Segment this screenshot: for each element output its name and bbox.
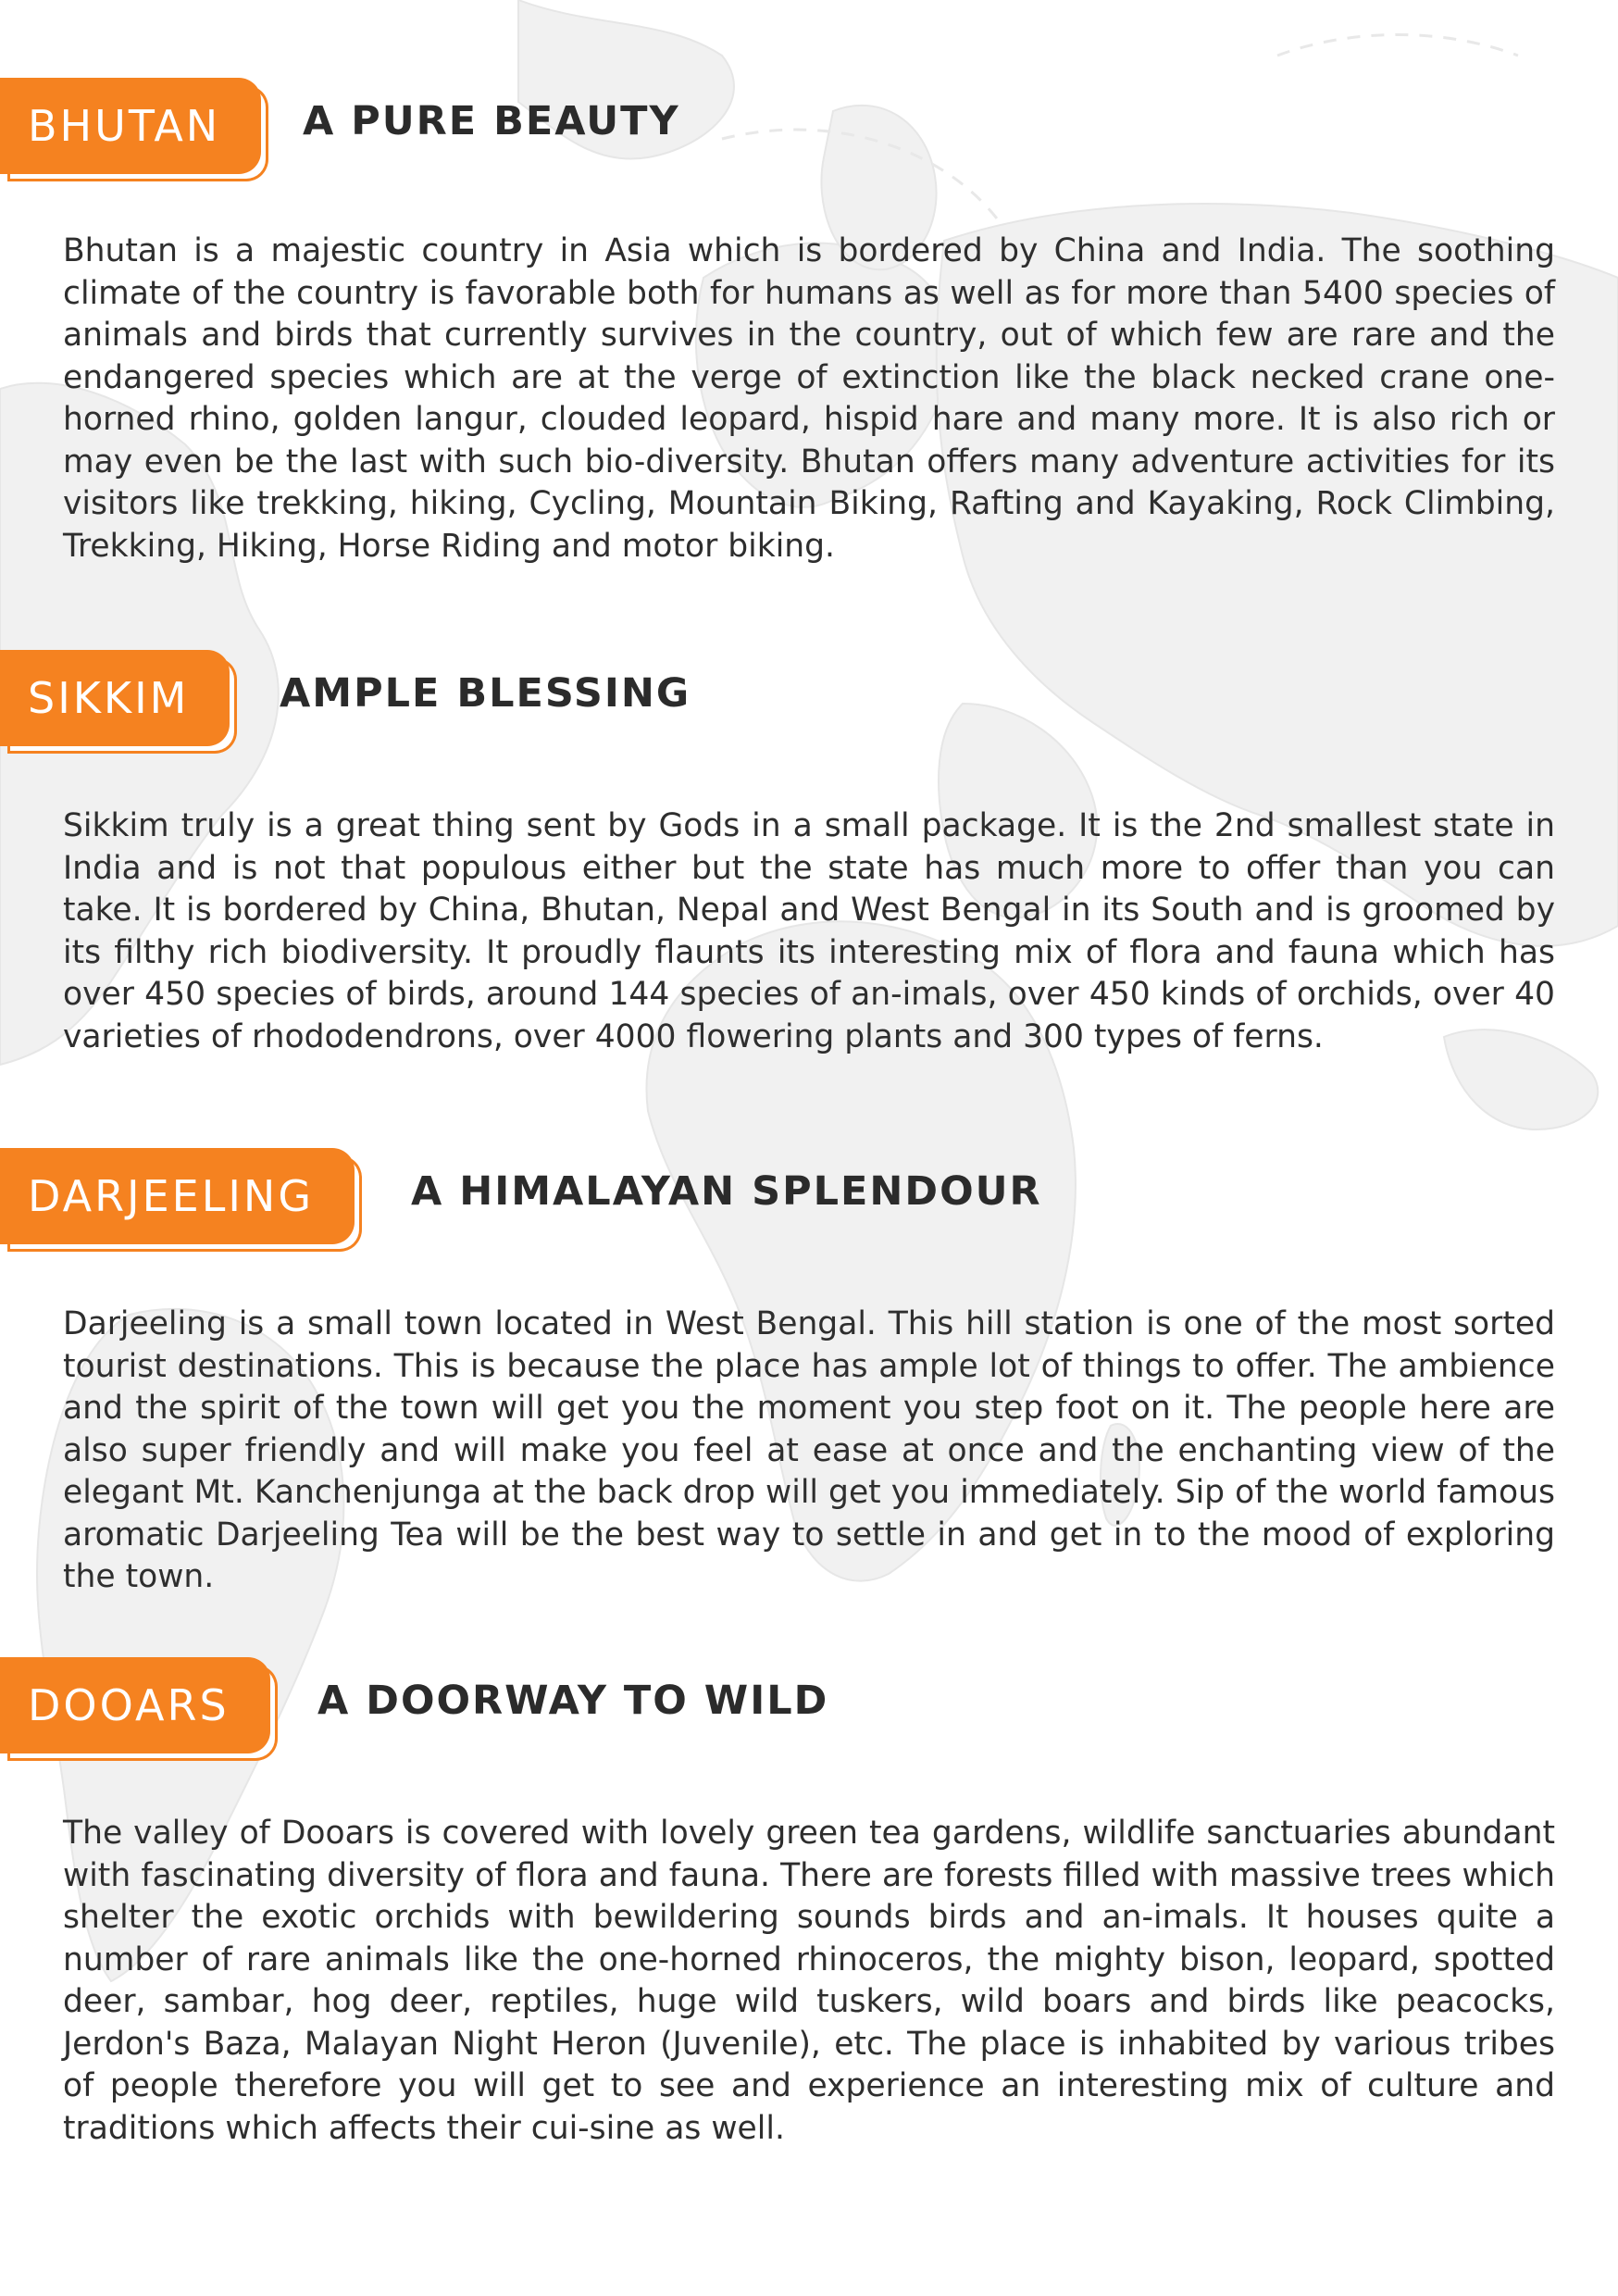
- destination-tag: [0, 650, 230, 746]
- section-darjeeling: [0, 1148, 1618, 1595]
- destination-description: Sikkim truly is a great thing sent by Gods in a small package. It is the 2nd smallest state in India and is not that populous either but the state has much more to offer than you can take. It is bordered by China, Bhutan, Nepal and West Bengal in its South and is groomed by its filthy rich biodiversity. It proudly flaunts its interesting mix of flora and fauna which has over 450 species of birds, around 144 species of an-imals, over 450 kinds of orchids, over 40 varieties of rhododendrons, over 4000 flowering plants and 300 types of ferns.: [63, 807, 1555, 1055]
- section-dooars: [0, 1657, 1618, 2147]
- destination-tag: [0, 78, 261, 174]
- section-bhutan: [0, 78, 1618, 565]
- destination-tag: [0, 1148, 355, 1244]
- destination-description: The valley of Dooars is covered with lovely green tea gardens, wildlife sanctuaries abundant with fascinating diversity of flora and fauna. There are forests filled with massive trees which shelter the exotic orchids with bewildering sounds birds and an-imals. It houses quite a number of rare animals like the one-horned rhinoceros, the mighty bison, leopard, spotted deer, sambar, hog deer, reptiles, huge wild tuskers, wild boars and birds like peacocks, Jerdon's Baza, Malayan Night Heron (Juvenile), etc. The place is inhabited by various tribes of people therefore you will get to see and experience an interesting mix of culture and traditions which affects their cui-sine as well.: [63, 1815, 1555, 2147]
- destination-name: SIKKIM: [28, 673, 190, 723]
- destination-subtitle: AMPLE BLESSING: [280, 670, 691, 717]
- section-header: [0, 1657, 1618, 1765]
- destination-subtitle: A DOORWAY TO WILD: [317, 1678, 829, 1724]
- destination-description: Bhutan is a majestic country in Asia which is bordered by China and India. The soothing climate of the country is favorable both for humans as well as for more than 5400 species of animals and birds that currently survives in the country, out of which few are rare and the endangered species which are at the verge of extinction like the black necked crane one-horned rhino, golden langur, clouded leopard, hispid hare and many more. It is also rich or may even be the last with such bio-diversity. Bhutan offers many adventure activities for its visitors like trekking, hiking, Cycling, Mountain Biking, Rafting and Kayaking, Rock Climbing, Trekking, Hiking, Horse Riding and motor biking.: [63, 232, 1555, 565]
- destination-subtitle: A PURE BEAUTY: [303, 98, 680, 144]
- destination-name: DARJEELING: [28, 1171, 314, 1221]
- destination-name: BHUTAN: [28, 101, 221, 151]
- destination-subtitle: A HIMALAYAN SPLENDOUR: [411, 1168, 1042, 1215]
- destination-tag: [0, 1657, 270, 1753]
- destination-name: DOOARS: [28, 1680, 230, 1730]
- section-sikkim: [0, 650, 1618, 1055]
- destination-description: Darjeeling is a small town located in West Bengal. This hill station is one of the most sorted tourist destinations. This is because the place has ample lot of things to offer. The ambience and the spirit of the town will get you the moment you step foot on it. The people here are also super friendly and will make you feel at ease at once and the enchanting view of the elegant Mt. Kanchenjunga at the back drop will get you immediately. Sip of the world famous aromatic Darjeeling Tea will be the best way to settle in and get in to the mood of exploring the town.: [63, 1305, 1555, 1595]
- section-header: [0, 78, 1618, 185]
- section-header: [0, 1148, 1618, 1255]
- section-header: [0, 650, 1618, 757]
